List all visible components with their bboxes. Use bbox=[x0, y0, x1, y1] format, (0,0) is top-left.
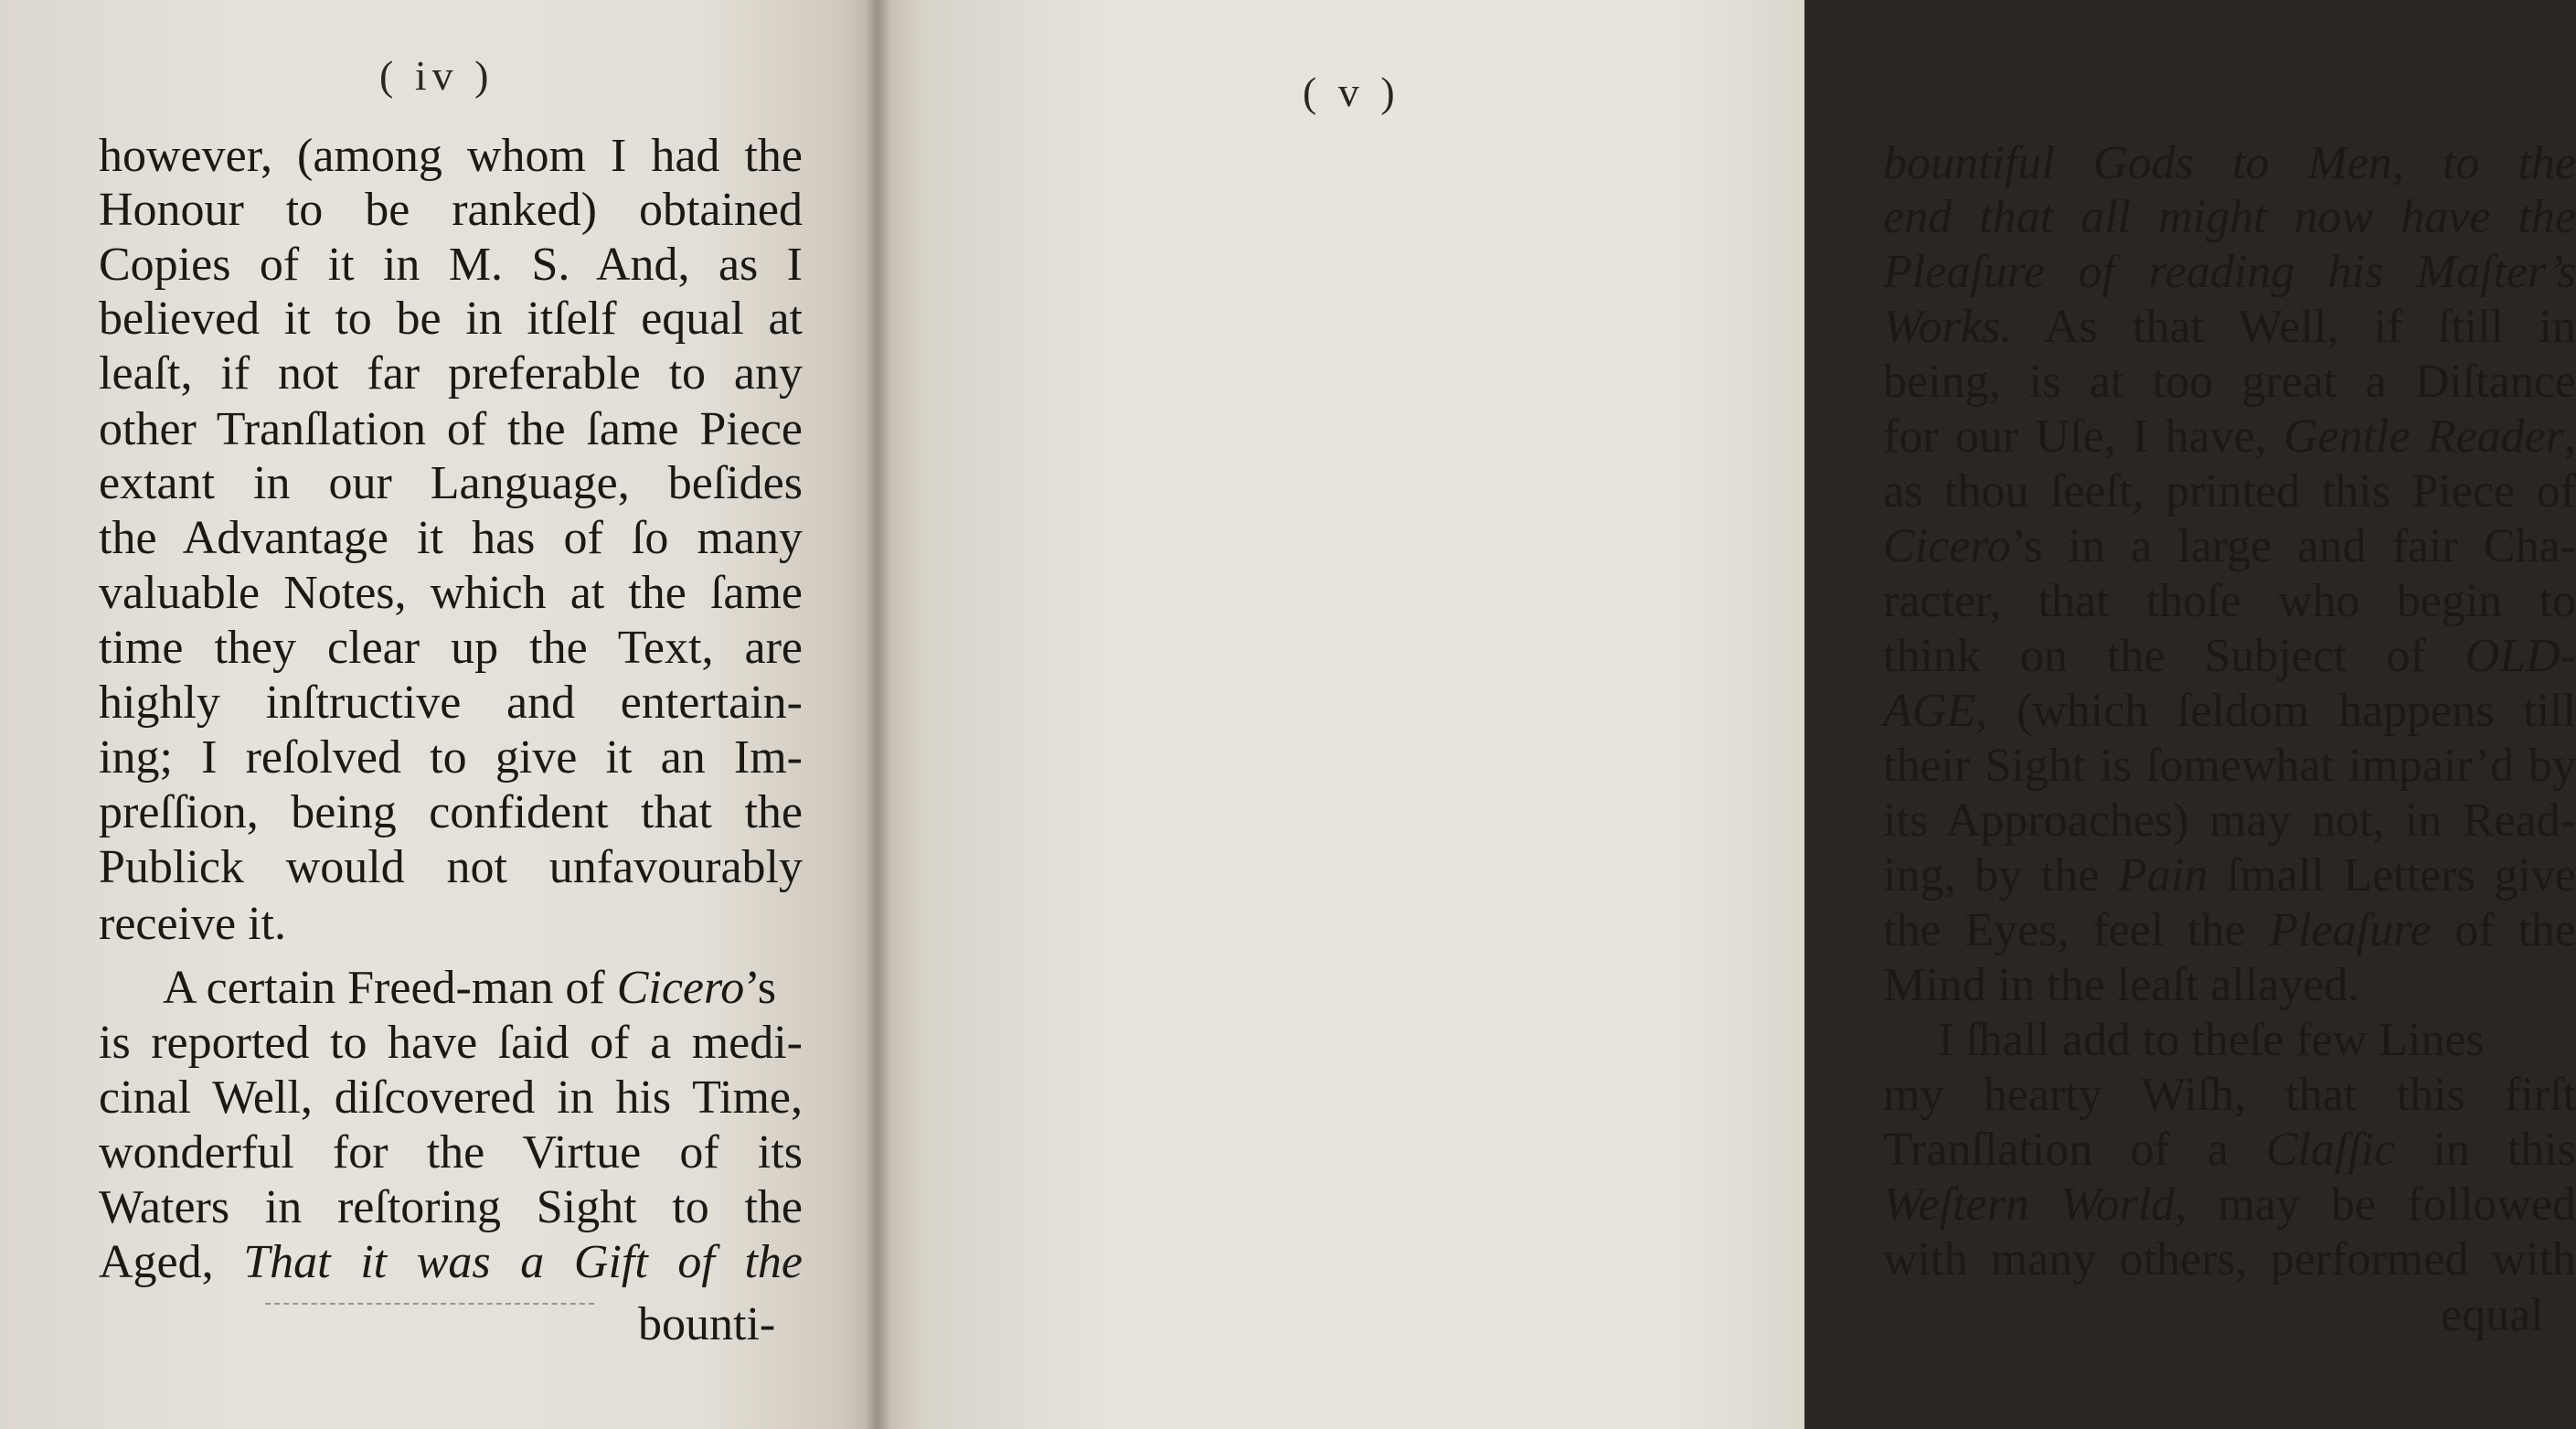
right-text-line bbox=[1883, 849, 2576, 902]
left-text-line bbox=[99, 239, 803, 292]
text-span: being, is at too great a Diſtance bbox=[1883, 356, 2576, 408]
right-text-line bbox=[1883, 137, 2576, 190]
text-span: think on the Subject of bbox=[1883, 630, 2465, 682]
text-span: Publick would not unfavourably bbox=[99, 841, 803, 893]
right-text-line bbox=[1883, 411, 2576, 464]
right-text-line bbox=[1883, 1124, 2576, 1177]
right-text-line bbox=[1883, 1069, 2576, 1122]
text-span: for our Uſe, I have, bbox=[1883, 411, 2283, 463]
text-span: ’s in a large and fair Cha- bbox=[2010, 520, 2576, 572]
right-text-line bbox=[1883, 465, 2576, 518]
left-text-line bbox=[99, 1126, 803, 1179]
left-catchword: bounti- bbox=[638, 1298, 776, 1350]
text-span: time they clear up the Text, are bbox=[99, 622, 803, 674]
text-span: leaſt, if not far preferable to any bbox=[99, 347, 803, 400]
text-span: A certain Freed-man of bbox=[163, 962, 617, 1014]
right-text-line bbox=[1883, 904, 2576, 957]
left-text-line bbox=[99, 962, 803, 1015]
text-span: Tranſlation of a bbox=[1883, 1124, 2266, 1176]
text-span: ing, by the bbox=[1883, 849, 2118, 901]
text-span: wonderful for the Virtue of its bbox=[99, 1126, 803, 1178]
italic-text-span: Weſtern World bbox=[1883, 1178, 2176, 1231]
text-span: ing; I reſolved to give it an Im- bbox=[99, 731, 803, 784]
text-span: ’s bbox=[744, 962, 776, 1014]
italic-text-span: end that all might now have the bbox=[1883, 191, 2576, 243]
text-span: racter, that thoſe who begin to bbox=[1883, 575, 2576, 627]
text-span: As that Well, if ſtill in bbox=[2012, 301, 2576, 353]
text-span: the Advantage it has of ſo many bbox=[99, 512, 803, 564]
left-page bbox=[0, 0, 878, 1429]
text-span: , (which ſeldom happens till bbox=[1975, 685, 2576, 737]
italic-text-span: That it was a Gift of the bbox=[243, 1236, 803, 1288]
book-gutter bbox=[865, 0, 890, 1429]
left-text-line bbox=[99, 1017, 803, 1070]
italic-text-span: Works. bbox=[1883, 301, 2013, 353]
left-text-line bbox=[99, 1181, 803, 1234]
left-text-line bbox=[99, 293, 803, 346]
text-span: preſſion, being confident that the bbox=[99, 786, 803, 838]
left-text-line bbox=[99, 1072, 803, 1125]
text-span: highly inſtructive and entertain- bbox=[99, 677, 803, 729]
text-span: , may be followed bbox=[2175, 1178, 2576, 1231]
left-text-line bbox=[99, 898, 803, 951]
italic-text-span: Cicero bbox=[616, 962, 745, 1014]
left-text-line bbox=[99, 184, 803, 237]
text-span: in this bbox=[2395, 1124, 2576, 1176]
left-text-line bbox=[99, 677, 803, 730]
text-span: their Sight is ſomewhat impair’d by bbox=[1883, 740, 2576, 792]
right-text-line bbox=[1883, 575, 2576, 628]
left-text-line bbox=[99, 130, 803, 183]
text-span: with many others, performed with bbox=[1883, 1233, 2576, 1285]
italic-text-span: OLD- bbox=[2464, 630, 2576, 682]
text-span: ſmall Letters give bbox=[2208, 849, 2576, 901]
right-text-line bbox=[1883, 191, 2576, 244]
right-text-line bbox=[1883, 1014, 2576, 1067]
text-span: of the bbox=[2431, 904, 2576, 956]
text-span: however, (among whom I had the bbox=[99, 130, 803, 182]
italic-text-span: Claſſic bbox=[2265, 1124, 2396, 1176]
text-span: Aged, bbox=[99, 1236, 244, 1288]
text-span: cinal Well, diſcovered in his Time, bbox=[99, 1072, 803, 1124]
text-span: , bbox=[2564, 411, 2576, 463]
text-span: Copies of it in M. S. And, as I bbox=[99, 239, 803, 291]
text-span: other Tranſlation of the ſame Piece bbox=[99, 403, 803, 455]
text-span: valuable Notes, which at the ſame bbox=[99, 567, 803, 619]
left-bottom-rule bbox=[265, 1303, 594, 1305]
left-text-line bbox=[99, 841, 803, 894]
text-span: is reported to have ſaid of a medi- bbox=[99, 1017, 803, 1069]
left-text-line bbox=[99, 1236, 803, 1289]
right-catchword: equal bbox=[2441, 1289, 2544, 1341]
italic-text-span: Pain bbox=[2117, 849, 2209, 901]
italic-text-span: bountiful Gods to Men, to the bbox=[1883, 137, 2576, 189]
right-text-line bbox=[1883, 246, 2576, 299]
italic-text-span: Pleaſure of reading his Maſter’s bbox=[1883, 246, 2576, 298]
left-text-line bbox=[99, 786, 803, 839]
left-text-line bbox=[99, 347, 803, 400]
text-span: the Eyes, feel the bbox=[1883, 904, 2270, 956]
right-text-line bbox=[1883, 685, 2576, 738]
right-text-line bbox=[1883, 794, 2576, 848]
text-span: my hearty Wiſh, that this firſt bbox=[1883, 1069, 2576, 1121]
text-span: I ſhall add to theſe few Lines bbox=[1938, 1014, 2485, 1066]
left-text-line bbox=[99, 622, 803, 675]
left-page-number: ( iv ) bbox=[379, 52, 495, 99]
text-span: receive it. bbox=[99, 898, 286, 950]
left-text-line bbox=[99, 403, 803, 456]
right-text-line bbox=[1883, 1233, 2576, 1286]
text-span: Waters in reſtoring Sight to the bbox=[99, 1181, 803, 1233]
italic-text-span: Pleaſure bbox=[2269, 904, 2432, 956]
right-text-line bbox=[1883, 740, 2576, 793]
left-text-line bbox=[99, 512, 803, 565]
italic-text-span: Gentle Reader bbox=[2283, 411, 2564, 463]
right-page-number: ( v ) bbox=[1303, 69, 1400, 115]
right-text-line bbox=[1883, 1178, 2576, 1232]
italic-text-span: AGE bbox=[1883, 685, 1976, 737]
right-page bbox=[878, 0, 2576, 1429]
left-text-line bbox=[99, 457, 803, 510]
text-span: Honour to be ranked) obtained bbox=[99, 184, 803, 236]
left-text-line bbox=[99, 731, 803, 784]
text-span: its Approaches) may not, in Read- bbox=[1883, 794, 2576, 847]
text-span: believed it to be in itſelf equal at bbox=[99, 293, 803, 345]
text-span: Mind in the leaſt allayed. bbox=[1883, 959, 2360, 1011]
right-text-line bbox=[1883, 356, 2576, 409]
right-text-line bbox=[1883, 959, 2576, 1012]
left-text-line bbox=[99, 567, 803, 620]
italic-text-span: Cicero bbox=[1883, 520, 2011, 572]
right-text-line bbox=[1883, 301, 2576, 354]
right-text-line bbox=[1883, 630, 2576, 683]
right-text-line bbox=[1883, 520, 2576, 573]
text-span: extant in our Language, beſides bbox=[99, 457, 803, 509]
text-span: as thou ſeeſt, printed this Piece of bbox=[1883, 465, 2576, 517]
